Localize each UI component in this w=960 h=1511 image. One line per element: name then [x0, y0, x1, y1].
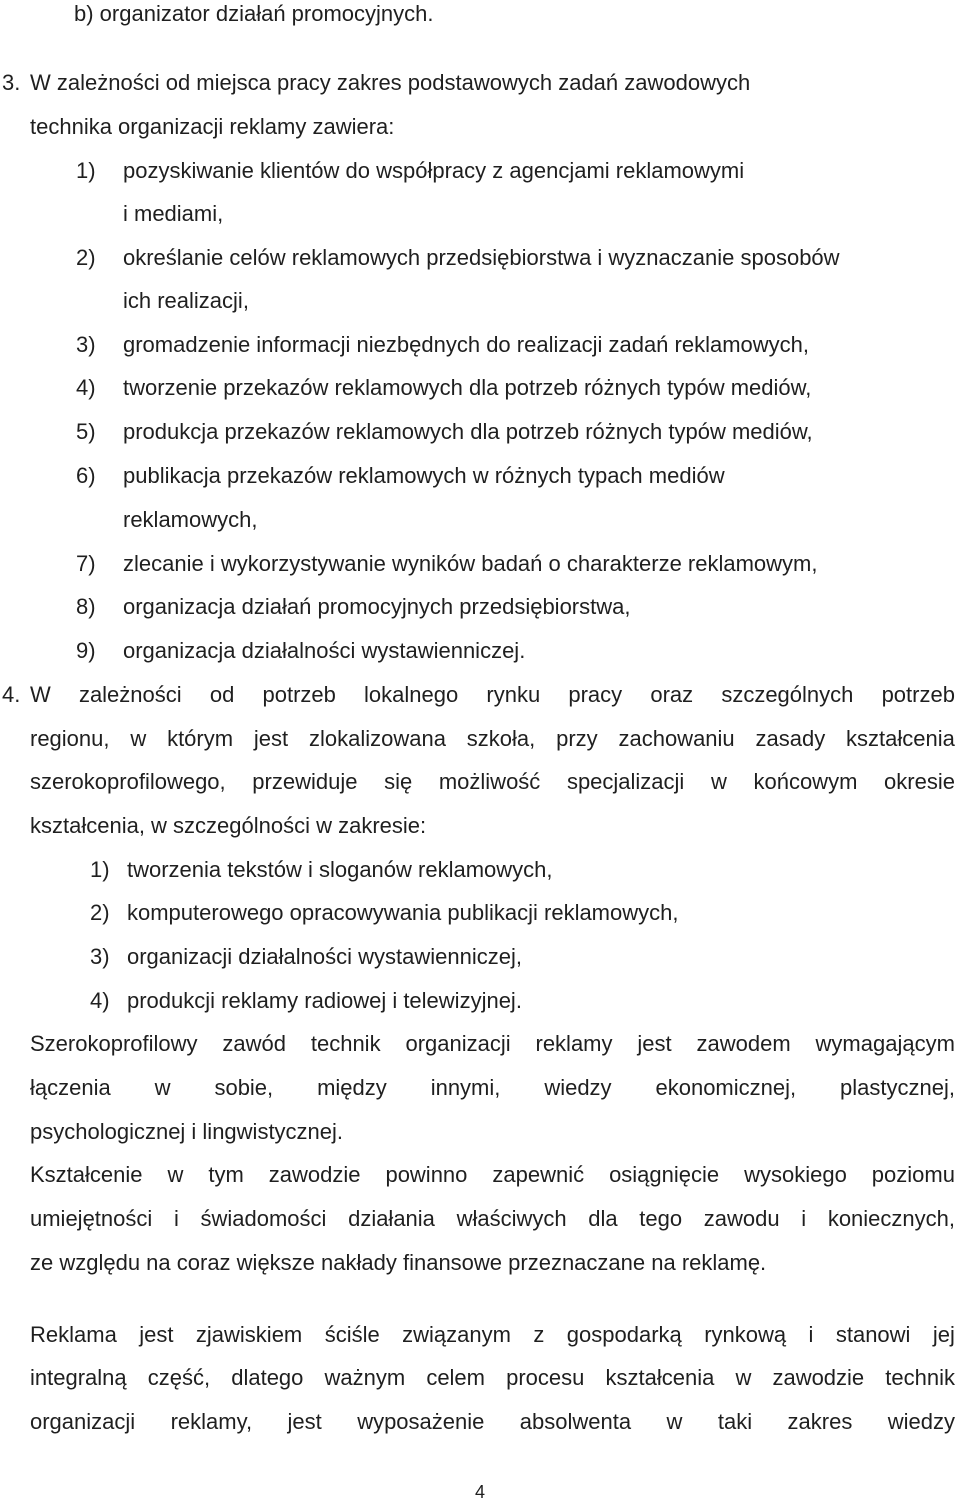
- word: działania: [348, 1206, 435, 1231]
- list-item-text: organizacja działań promocyjnych przedsiębiorstwa,: [123, 594, 631, 619]
- paragraph-1-line3: psychologicznej i lingwistycznej.: [30, 1119, 344, 1144]
- word: zapewnić: [492, 1162, 585, 1187]
- word: Reklama: [30, 1322, 117, 1347]
- word: ściśle: [324, 1322, 380, 1347]
- word: wyposażenie: [357, 1409, 485, 1434]
- paragraph-2-line1: [30, 1161, 955, 1189]
- word: zlokalizowana: [308, 726, 446, 751]
- word: związanym: [402, 1322, 511, 1347]
- word: i: [808, 1322, 814, 1347]
- word: kształcenia: [846, 726, 955, 751]
- continued-list-item: b) organizator działań promocyjnych.: [74, 1, 434, 26]
- word: zawodu: [703, 1206, 780, 1231]
- word: z: [533, 1322, 545, 1347]
- word: technik: [310, 1031, 381, 1056]
- word: przy: [556, 726, 598, 751]
- word: zawodem: [696, 1031, 791, 1056]
- section-3-intro-line1: W zależności od miejsca pracy zakres podstawowych zadań zawodowych: [30, 70, 751, 95]
- word: część,: [147, 1365, 211, 1390]
- word: taki: [717, 1409, 753, 1434]
- word: osiągnięcie: [609, 1162, 720, 1187]
- word: jest: [287, 1409, 322, 1434]
- word: procesu: [506, 1365, 585, 1390]
- word: ważnym: [324, 1365, 406, 1390]
- word: przewiduje: [252, 769, 358, 794]
- word: dlatego: [231, 1365, 304, 1390]
- word: umiejętności: [30, 1206, 153, 1231]
- list-item-text: tworzenia tekstów i sloganów reklamowych,: [127, 857, 553, 882]
- word: powinno: [385, 1162, 468, 1187]
- word: rynkową: [704, 1322, 787, 1347]
- section-3-number: 3.: [2, 70, 21, 95]
- list-item-number: 3): [76, 332, 96, 357]
- word: technik: [885, 1365, 955, 1390]
- word: koniecznych,: [827, 1206, 955, 1231]
- word: jej: [932, 1322, 955, 1347]
- word: łączenia: [30, 1075, 111, 1100]
- word: szkoła,: [466, 726, 536, 751]
- word: plastycznej,: [840, 1075, 955, 1100]
- word: poziomu: [871, 1162, 955, 1187]
- word: sobie,: [214, 1075, 274, 1100]
- word: wiedzy: [887, 1409, 955, 1434]
- section-4-line3: [30, 768, 955, 796]
- word: w: [666, 1409, 683, 1434]
- section-4-line4: kształcenia, w szczególności w zakresie:: [30, 813, 427, 838]
- list-item-text-continued: i mediami,: [123, 201, 224, 226]
- word: zjawiskiem: [195, 1322, 303, 1347]
- word: oraz: [650, 682, 694, 707]
- word: tym: [208, 1162, 244, 1187]
- word: jest: [139, 1322, 174, 1347]
- word: możliwość: [438, 769, 541, 794]
- word: Szerokoprofilowy: [30, 1031, 198, 1056]
- word: lokalnego: [364, 682, 459, 707]
- section-4-line2: [30, 725, 955, 753]
- list-item-number: 9): [76, 638, 96, 663]
- list-item-text: organizacji działalności wystawienniczej,: [127, 944, 522, 969]
- list-item-number: 5): [76, 419, 96, 444]
- paragraph-1-line1: [30, 1030, 955, 1058]
- word: właściwych: [456, 1206, 567, 1231]
- word: i: [801, 1206, 807, 1231]
- word: zawód: [222, 1031, 286, 1056]
- word: potrzeb: [881, 682, 955, 707]
- list-item-text: produkcja przekazów reklamowych dla potrzeb różnych typów mediów,: [123, 419, 813, 444]
- word: świadomości: [200, 1206, 327, 1231]
- word: zakres: [787, 1409, 853, 1434]
- word: między: [317, 1075, 387, 1100]
- list-item-text: publikacja przekazów reklamowych w różnych typach mediów: [123, 463, 725, 488]
- list-item-number: 7): [76, 551, 96, 576]
- word: absolwenta: [519, 1409, 632, 1434]
- paragraph-3-line3: [30, 1408, 955, 1436]
- word: dla: [588, 1206, 618, 1231]
- word: ekonomicznej,: [655, 1075, 797, 1100]
- paragraph-3-line1: [30, 1321, 955, 1349]
- list-item-number: 8): [76, 594, 96, 619]
- word: jest: [253, 726, 289, 751]
- word: w: [710, 769, 727, 794]
- word: potrzeb: [262, 682, 336, 707]
- word: w: [167, 1162, 184, 1187]
- list-item-number: 4): [90, 988, 110, 1013]
- section-3-intro-line2: technika organizacji reklamy zawiera:: [30, 114, 395, 139]
- word: celem: [426, 1365, 485, 1390]
- word: od: [209, 682, 235, 707]
- list-item-text: organizacja działalności wystawienniczej.: [123, 638, 526, 663]
- list-item-number: 6): [76, 463, 96, 488]
- word: organizacji: [30, 1409, 136, 1434]
- word: kształcenia: [605, 1365, 715, 1390]
- word: W: [30, 682, 51, 707]
- list-item-text-continued: ich realizacji,: [123, 288, 249, 313]
- paragraph-2-line3: ze względu na coraz większe nakłady finansowe przeznaczane na reklamę.: [30, 1250, 767, 1275]
- list-item-number: 1): [76, 158, 96, 183]
- word: reklamy: [535, 1031, 613, 1056]
- word: się: [384, 769, 413, 794]
- word: wiedzy: [544, 1075, 612, 1100]
- word: regionu,: [30, 726, 110, 751]
- list-item-number: 2): [90, 900, 110, 925]
- paragraph-3-line2: [30, 1364, 955, 1392]
- word: którym: [167, 726, 234, 751]
- word: okresie: [884, 769, 955, 794]
- word: pracy: [568, 682, 623, 707]
- word: szczególnych: [721, 682, 854, 707]
- word: stanowi: [835, 1322, 911, 1347]
- word: reklamy,: [170, 1409, 253, 1434]
- paragraph-2-line2: [30, 1205, 955, 1233]
- word: zawodzie: [772, 1365, 865, 1390]
- word: rynku: [486, 682, 541, 707]
- word: szerokoprofilowego,: [30, 769, 226, 794]
- word: gospodarką: [566, 1322, 682, 1347]
- list-item-text: gromadzenie informacji niezbędnych do realizacji zadań reklamowych,: [123, 332, 810, 357]
- list-item-text: zlecanie i wykorzystywanie wyników badań o charakterze reklamowym,: [123, 551, 818, 576]
- word: jest: [637, 1031, 672, 1056]
- word: i: [173, 1206, 179, 1231]
- list-item-text: określanie celów reklamowych przedsiębiorstwa i wyznaczanie sposobów: [123, 245, 840, 270]
- list-item-number: 4): [76, 375, 96, 400]
- word: zachowaniu: [618, 726, 735, 751]
- word: tego: [639, 1206, 683, 1231]
- word: w: [130, 726, 147, 751]
- word: organizacji: [405, 1031, 511, 1056]
- list-item-text: komputerowego opracowywania publikacji reklamowych,: [127, 900, 679, 925]
- list-item-text: tworzenie przekazów reklamowych dla potrzeb różnych typów mediów,: [123, 375, 812, 400]
- word: końcowym: [753, 769, 858, 794]
- word: wysokiego: [744, 1162, 847, 1187]
- paragraph-1-line2: [30, 1074, 955, 1102]
- list-item-text: pozyskiwanie klientów do współpracy z agencjami reklamowymi: [123, 158, 745, 183]
- word: Kształcenie: [30, 1162, 143, 1187]
- page-number: 4: [474, 1482, 485, 1502]
- list-item-number: 1): [90, 857, 110, 882]
- word: w: [154, 1075, 171, 1100]
- word: zależności: [78, 682, 182, 707]
- section-4-line1: [30, 681, 955, 709]
- word: wymagającym: [815, 1031, 955, 1056]
- word: integralną: [30, 1365, 127, 1390]
- section-4-number: 4.: [2, 682, 21, 707]
- word: specjalizacji: [566, 769, 685, 794]
- word: zawodzie: [268, 1162, 361, 1187]
- list-item-text: produkcji reklamy radiowej i telewizyjnej.: [127, 988, 522, 1013]
- list-item-number: 2): [76, 245, 96, 270]
- word: w: [735, 1365, 752, 1390]
- list-item-number: 3): [90, 944, 110, 969]
- list-item-text-continued: reklamowych,: [123, 507, 258, 532]
- word: zasady: [755, 726, 826, 751]
- word: innymi,: [430, 1075, 501, 1100]
